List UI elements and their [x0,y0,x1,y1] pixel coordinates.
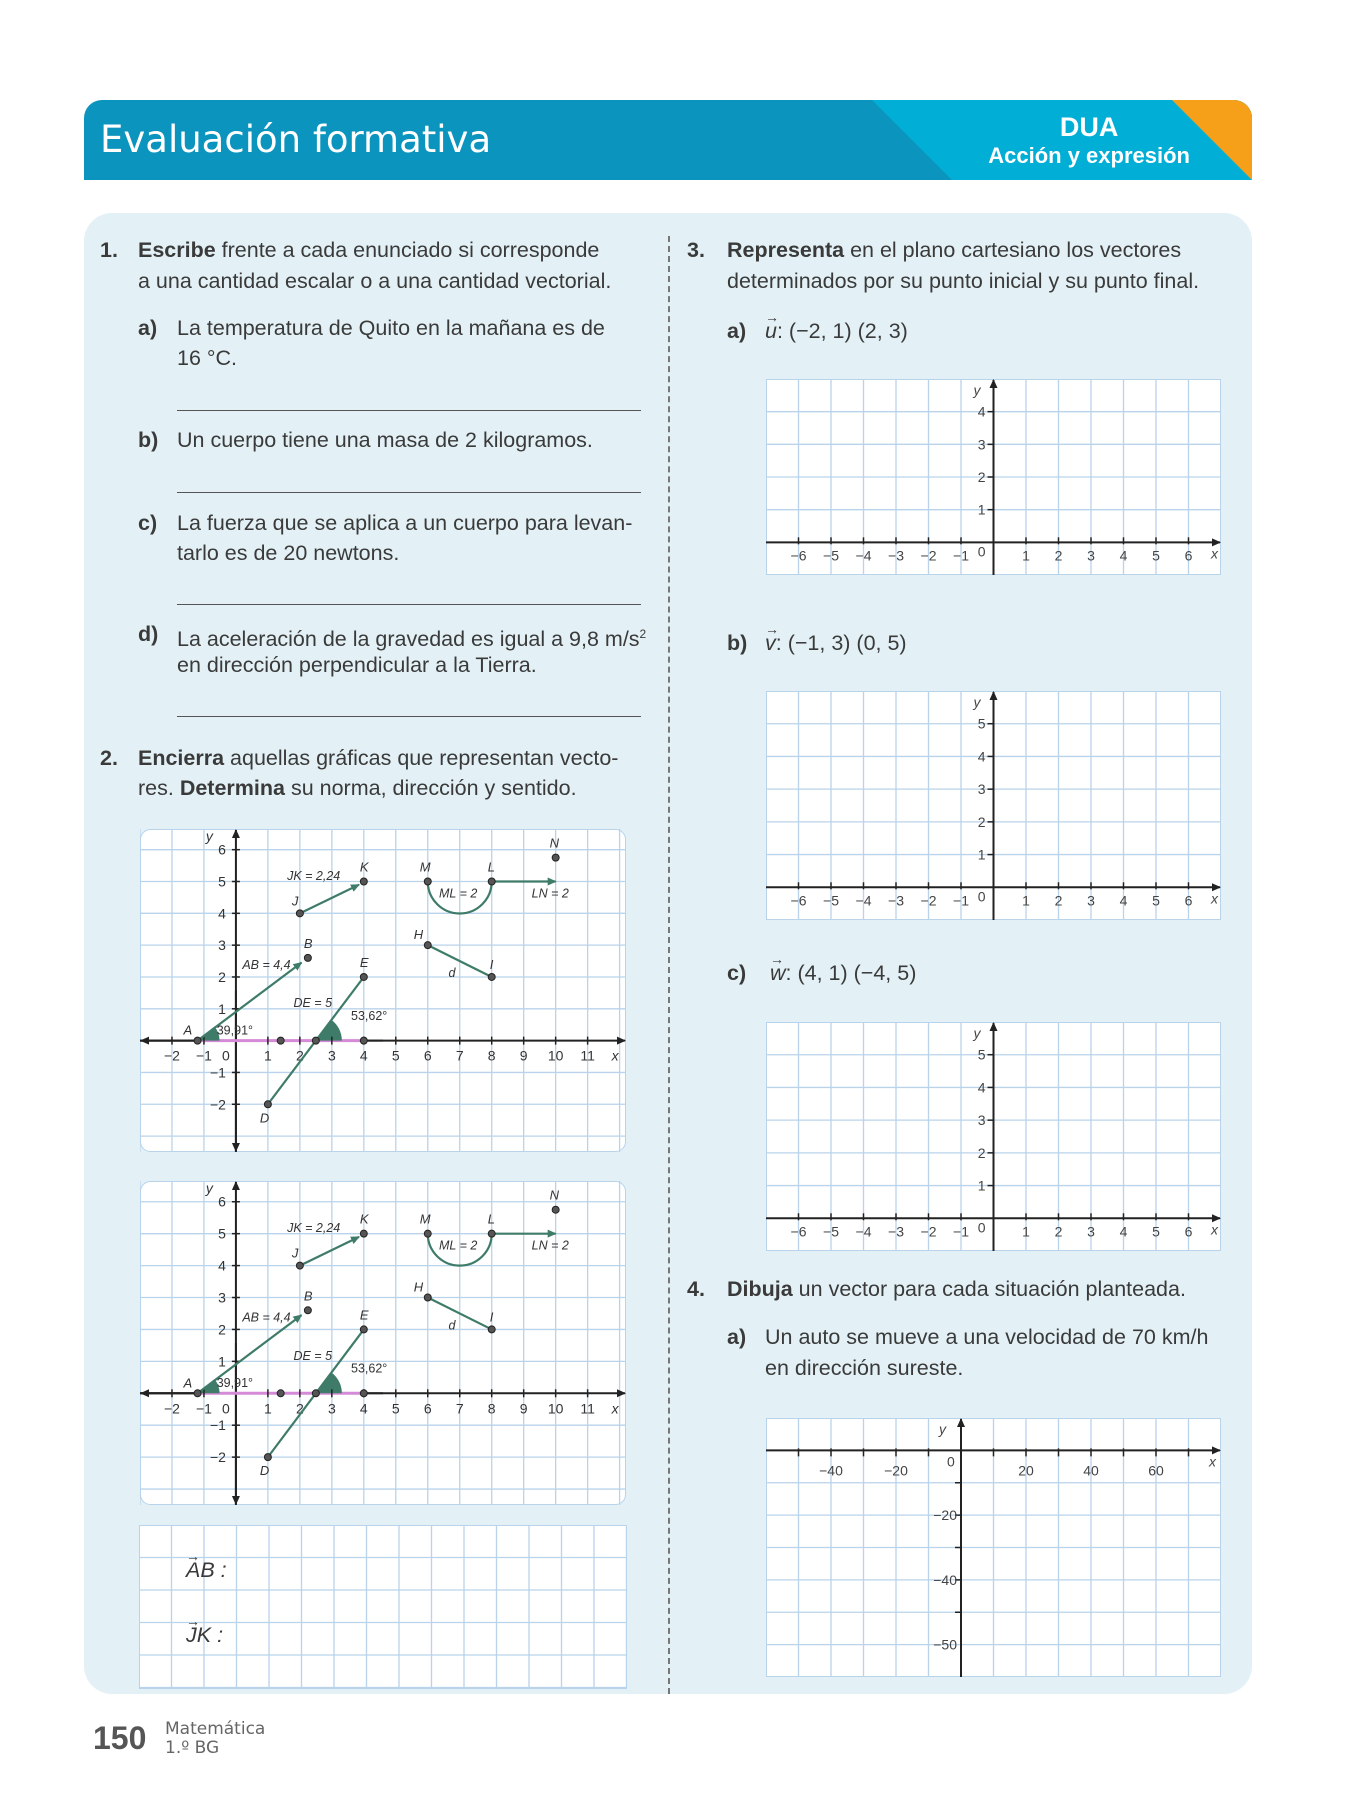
x-tick-label: −1 [195,1400,212,1417]
answer-jk-colon: : [217,1623,224,1647]
x-tick-label: 4 [359,1047,368,1064]
y-tick-label: 3 [218,937,226,954]
x-tick-label: 1 [1022,1223,1030,1240]
point-h [424,942,431,949]
y-tick-label: 6 [218,841,226,858]
x-axis-label: x [1209,1453,1216,1470]
x-tick-label: 3 [1087,892,1095,909]
point-label: A [183,1375,193,1391]
y-tick-label: −1 [209,1064,226,1081]
q2-line2 [138,773,577,803]
footer-subject [165,1720,265,1758]
q3c-plane[interactable] [766,1022,1221,1251]
x-tick-label: 1 [263,1047,272,1064]
vector-u-label: → u [765,316,777,346]
x-tick-label: 4 [1119,547,1128,564]
point-i [488,973,495,980]
point-e [360,1326,367,1333]
y-tick-label: 1 [977,1177,986,1194]
y-tick-label: 5 [977,1046,986,1063]
x-tick-label: −20 [884,1462,908,1479]
x-tick-label: −2 [163,1047,180,1064]
x-tick-label: 3 [1087,547,1095,564]
q4-number: 4. [687,1277,705,1301]
q3-number: 3. [687,238,705,262]
q1-line1 [138,235,599,265]
point-label: H [413,1279,424,1295]
x-tick-label: −1 [953,547,969,564]
y-tick-label: 4 [218,1257,226,1274]
q2-verb1: Encierra [138,746,225,770]
y-tick-label: 3 [218,1289,226,1306]
x-tick-label: −1 [953,892,969,909]
point-axis [312,1390,319,1397]
q1d-line1 [177,619,646,654]
vector-w-label: → w [770,958,786,988]
point-d [264,1454,271,1461]
q2-graph-2[interactable] [140,1181,626,1505]
q1-number: 1. [100,238,118,262]
point-i [488,1326,495,1333]
point-label: A [183,1022,193,1038]
q3b-points: : (−1, 3) (0, 5) [775,631,907,655]
point-axis [360,1037,367,1044]
annotation-label: d [448,1318,456,1333]
x-tick-label: 0 [222,1400,230,1417]
y-tick-label: 3 [977,1112,986,1129]
point-j [296,910,303,917]
q2-text1: aquellas gráficas que representan vecto- [224,746,619,770]
point-k [360,878,367,885]
point-label: K [359,859,369,875]
x-tick-label: −3 [888,892,904,909]
origin-label: 0 [947,1453,955,1470]
q1a-line1: La temperatura de Quito en la mañana es de [177,316,605,340]
x-tick-label: 1 [1022,892,1030,909]
x-tick-label: 6 [1184,892,1193,909]
y-tick-label: 3 [977,781,986,798]
dua-title: DUA [1059,112,1119,142]
x-tick-label: 9 [519,1400,528,1417]
q2-text2b: su norma, dirección y sentido. [284,776,577,800]
origin-label: 0 [977,888,986,905]
x-tick-label: 20 [1018,1462,1034,1479]
q1c-line1: La fuerza que se aplica a un cuerpo para levan- [177,511,633,535]
q2-verb2: Determina [179,776,285,800]
annotation-label: DE = 5 [293,996,333,1011]
q4-text: un vector para cada situación planteada. [792,1277,1186,1301]
point-a [194,1037,201,1044]
subject-name: Matemática [165,1719,266,1739]
x-tick-label: −4 [855,547,872,564]
grade-level: 1.º BG [165,1738,220,1758]
point-m [424,878,431,885]
x-axis-label: x [611,1047,619,1064]
point-label: L [487,859,495,875]
q1d-line2: en dirección perpendicular a la Tierra. [177,653,537,677]
point-e [360,973,367,980]
x-tick-label: 8 [487,1047,496,1064]
q1a-answer-line[interactable] [177,410,641,411]
y-tick-label: 4 [977,1079,986,1096]
column-divider [668,236,670,1694]
point-l [488,878,495,885]
point-label: I [489,1309,494,1325]
q1d-label: d) [138,622,159,646]
q3c-statement [770,958,916,988]
point-axis [312,1037,319,1044]
q4-line1 [727,1274,1186,1304]
x-tick-label: 5 [1152,547,1160,564]
y-axis-label: y [205,829,213,844]
point-label: N [549,835,560,851]
x-tick-label: 2 [295,1400,304,1417]
annotation-label: 53,62° [351,1008,388,1023]
point-label: D [259,1463,270,1479]
y-axis-label: y [973,382,981,398]
x-tick-label: 5 [1152,892,1160,909]
y-tick-label: −20 [933,1507,957,1524]
y-tick-label: 1 [977,846,986,863]
point-label: N [549,1187,560,1203]
x-tick-label: 10 [547,1400,564,1417]
x-tick-label: −2 [920,547,937,564]
dua-badge [988,112,1190,170]
point-n [552,1206,559,1213]
x-tick-label: 40 [1083,1462,1099,1479]
x-tick-label: −3 [888,547,904,564]
q3a-statement [765,316,908,346]
x-tick-label: 11 [580,1047,595,1064]
q1d-text: La aceleración de la gravedad es igual a 9,8 m/s [177,627,640,652]
annotation-label: DE = 5 [293,1348,333,1363]
annotation-label: 53,62° [351,1361,388,1376]
x-tick-label: 1 [1022,547,1030,564]
x-tick-label: 4 [1119,892,1128,909]
y-axis-label: y [973,694,981,710]
q2-line1 [138,743,618,773]
y-tick-label: 4 [218,905,226,922]
q2-answer-grid[interactable] [139,1525,627,1689]
q3-text: en el plano cartesiano los vectores [844,238,1182,262]
q4a-plane[interactable] [766,1418,1221,1677]
point-axis [277,1037,284,1044]
point-k [360,1230,367,1237]
y-tick-label: 5 [218,1225,226,1242]
x-tick-label: 9 [519,1047,528,1064]
y-tick-label: 1 [218,1353,226,1370]
x-axis-label: x [1211,545,1218,562]
annotation-label: AB = 4,4 [242,1310,291,1325]
q1-line2: a una cantidad escalar o a una cantidad vectorial. [138,269,612,293]
y-tick-label: −2 [209,1449,226,1466]
point-label: B [303,1288,313,1304]
answer-jk [186,1620,223,1650]
x-tick-label: 10 [547,1047,564,1064]
y-tick-label: −50 [933,1636,957,1653]
x-tick-label: −3 [888,1223,904,1240]
q1b-answer-line[interactable] [177,492,641,493]
x-tick-label: −2 [163,1400,180,1417]
point-label: L [487,1211,495,1227]
point-b [304,954,311,961]
point-label: D [259,1110,270,1126]
point-m [424,1230,431,1237]
y-tick-label: 5 [218,873,226,890]
q1-verb: Escribe [138,238,216,262]
y-axis-label: y [939,1421,946,1437]
x-tick-label: 6 [423,1047,432,1064]
point-b [304,1307,311,1314]
annotation-label: JK = 2,24 [287,1221,341,1236]
q2-graph-1[interactable] [140,829,626,1152]
q3c-points: : (4, 1) (−4, 5) [785,961,917,985]
x-tick-label: 4 [1119,1223,1128,1240]
x-tick-label: −4 [855,892,872,909]
annotation-label: d [448,965,456,980]
x-tick-label: 5 [1152,1223,1160,1240]
q3-line1 [727,235,1181,265]
y-tick-label: 6 [218,1193,226,1210]
q4-verb: Dibuja [727,1277,793,1301]
x-tick-label: 2 [1054,892,1063,909]
y-tick-label: 3 [977,436,986,453]
vector-ab-label: → AB [186,1555,215,1585]
q4a-line2: en dirección sureste. [765,1356,964,1380]
annotation-label: AB = 4,4 [242,958,291,973]
point-axis [360,1390,367,1397]
q3-verb: Representa [727,238,845,262]
point-d [264,1101,271,1108]
x-tick-label: 3 [327,1400,336,1417]
y-tick-label: 4 [977,748,986,765]
x-tick-label: −2 [920,892,937,909]
x-tick-label: 60 [1148,1462,1164,1479]
x-tick-label: 5 [391,1400,400,1417]
x-tick-label: 1 [263,1400,272,1417]
page-number: 150 [93,1720,147,1756]
x-tick-label: −6 [790,892,807,909]
q4a-label: a) [727,1325,747,1349]
x-tick-label: −4 [855,1223,872,1240]
x-tick-label: 6 [423,1400,432,1417]
y-tick-label: 5 [977,715,986,732]
q4a-line1: Un auto se mueve a una velocidad de 70 km/h [765,1325,1209,1349]
point-n [552,854,559,861]
origin-label: 0 [977,1219,986,1236]
point-label: E [359,954,369,970]
x-tick-label: −1 [195,1047,212,1064]
x-tick-label: 3 [1087,1223,1095,1240]
y-tick-label: 1 [977,501,986,518]
vector-v-label: → v [765,628,776,658]
q3c-label: c) [727,961,747,985]
annotation-label: 39,91° [216,1023,254,1038]
x-tick-label: −6 [790,547,807,564]
q1c-line2: tarlo es de 20 newtons. [177,541,400,565]
point-a [194,1390,201,1397]
y-tick-label: 2 [977,469,986,485]
y-tick-label: −40 [933,1571,957,1588]
point-label: H [413,927,424,943]
y-tick-label: 2 [977,813,986,830]
q1d-answer-line[interactable] [177,716,641,717]
dua-subtitle: Acción y expresión [988,143,1190,168]
x-tick-label: −5 [823,892,839,909]
x-tick-label: −5 [823,1223,839,1240]
point-label: J [291,893,299,909]
x-axis-label: x [611,1400,619,1417]
point-label: M [419,859,431,875]
page-title: Evaluación formativa [100,118,492,161]
x-axis-label: x [1211,1221,1218,1238]
q2-text2a: res. [138,776,180,800]
x-tick-label: 0 [222,1047,230,1064]
point-l [488,1230,495,1237]
annotation-label: LN = 2 [531,886,569,901]
x-tick-label: 8 [487,1400,496,1417]
point-label: J [291,1245,299,1261]
q1b-line1: Un cuerpo tiene una masa de 2 kilogramos. [177,428,593,452]
point-axis [277,1390,284,1397]
x-tick-label: 3 [327,1047,336,1064]
x-tick-label: 5 [391,1047,400,1064]
origin-label: 0 [977,543,986,560]
x-tick-label: −5 [823,547,839,564]
x-axis-label: x [1211,890,1218,907]
q3-line2: determinados por su punto inicial y su punto final. [727,269,1200,293]
q3a-label: a) [727,319,747,343]
x-tick-label: −1 [953,1223,969,1240]
x-tick-label: 4 [359,1400,368,1417]
point-j [296,1262,303,1269]
x-tick-label: 2 [1054,547,1063,564]
y-tick-label: −1 [209,1417,226,1434]
point-label: B [303,935,313,951]
q3b-label: b) [727,631,748,655]
x-tick-label: −40 [819,1462,843,1479]
point-label: I [489,956,494,972]
vector-jk-label: → JK [186,1620,211,1650]
x-tick-label: 11 [580,1400,595,1417]
x-tick-label: 6 [1184,1223,1193,1240]
y-tick-label: 2 [218,1321,226,1338]
annotation-label: ML = 2 [438,1238,478,1253]
annotation-label: JK = 2,24 [287,868,341,883]
annotation-label: ML = 2 [438,886,478,901]
x-tick-label: −2 [920,1223,937,1240]
q1d-exponent: 2 [639,627,647,641]
q1-text: frente a cada enunciado si corresponde [215,238,600,262]
y-tick-label: 2 [218,968,226,985]
q3b-plane[interactable] [766,691,1221,920]
point-label: M [419,1211,431,1227]
x-tick-label: −6 [790,1223,807,1240]
answer-ab [186,1555,227,1585]
grid-background [140,1526,627,1689]
y-tick-label: −2 [209,1096,226,1113]
q1a-line2: 16 °C. [177,346,237,370]
q3a-plane[interactable] [766,379,1221,575]
x-tick-label: 7 [455,1047,464,1064]
annotation-label: 39,91° [216,1375,254,1390]
y-axis-label: y [973,1025,981,1041]
q3b-statement [765,628,907,658]
point-h [424,1294,431,1301]
y-axis-label: y [205,1181,213,1196]
x-tick-label: 2 [295,1047,304,1064]
x-tick-label: 2 [1054,1223,1063,1240]
section-header [84,100,1252,180]
answer-ab-colon: : [220,1558,227,1582]
q3a-points: : (−2, 1) (2, 3) [776,319,908,343]
q1c-answer-line[interactable] [177,604,641,605]
q2-number: 2. [100,746,118,770]
y-tick-label: 4 [977,403,986,420]
y-tick-label: 1 [218,1000,226,1017]
q1b-label: b) [138,428,159,452]
y-tick-label: 2 [977,1144,986,1161]
q1a-label: a) [138,316,158,340]
q1c-label: c) [138,511,158,535]
annotation-label: LN = 2 [531,1238,569,1253]
point-label: E [359,1307,369,1323]
x-tick-label: 7 [455,1400,464,1417]
point-label: K [359,1211,369,1227]
x-tick-label: 6 [1184,547,1193,564]
